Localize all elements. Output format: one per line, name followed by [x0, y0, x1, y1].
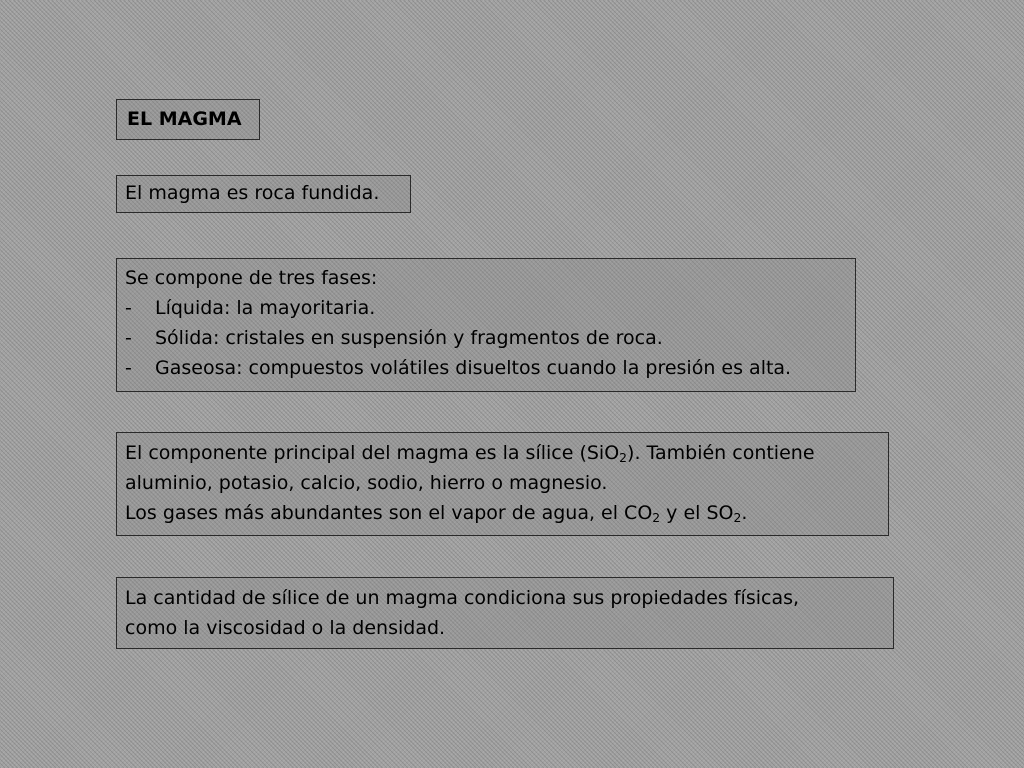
- subscript: 2: [733, 511, 742, 526]
- slide-title-text: EL MAGMA: [127, 108, 242, 130]
- composition-text: ). También contiene: [627, 442, 815, 464]
- phases-text-box: [116, 258, 856, 392]
- composition-text: y el SO: [660, 502, 734, 524]
- composition-text: El componente principal del magma es la sílice (SiO: [125, 442, 620, 464]
- intro-text: El magma es roca fundida.: [125, 182, 380, 204]
- composition-line-2: aluminio, potasio, calcio, sodio, hierro o magnesio.: [125, 472, 608, 494]
- phases-heading: Se compone de tres fases:: [125, 267, 378, 289]
- silica-text-box: [116, 577, 894, 649]
- composition-line-3: [125, 498, 880, 528]
- list-bullet: -: [125, 327, 132, 349]
- list-item: [125, 323, 847, 353]
- composition-text-box: [116, 432, 889, 536]
- list-item-text: Líquida: la mayoritaria.: [155, 297, 376, 319]
- composition-text: .: [741, 502, 748, 524]
- composition-line-1: [125, 438, 880, 468]
- slide-title: [116, 99, 260, 140]
- silica-line-1: La cantidad de sílice de un magma condiciona sus propiedades físicas,: [125, 587, 800, 609]
- list-item-text: Sólida: cristales en suspensión y fragmentos de roca.: [155, 327, 663, 349]
- list-item: [125, 353, 847, 383]
- intro-text-box: [116, 175, 411, 213]
- subscript: 2: [619, 451, 628, 466]
- composition-text: Los gases más abundantes son el vapor de agua, el CO: [125, 502, 653, 524]
- subscript: 2: [652, 511, 661, 526]
- list-bullet: -: [125, 357, 132, 379]
- phases-list: [125, 293, 847, 383]
- list-item: [125, 293, 847, 323]
- silica-line-2: como la viscosidad o la densidad.: [125, 617, 446, 639]
- list-bullet: -: [125, 297, 132, 319]
- list-item-text: Gaseosa: compuestos volátiles disueltos cuando la presión es alta.: [155, 357, 792, 379]
